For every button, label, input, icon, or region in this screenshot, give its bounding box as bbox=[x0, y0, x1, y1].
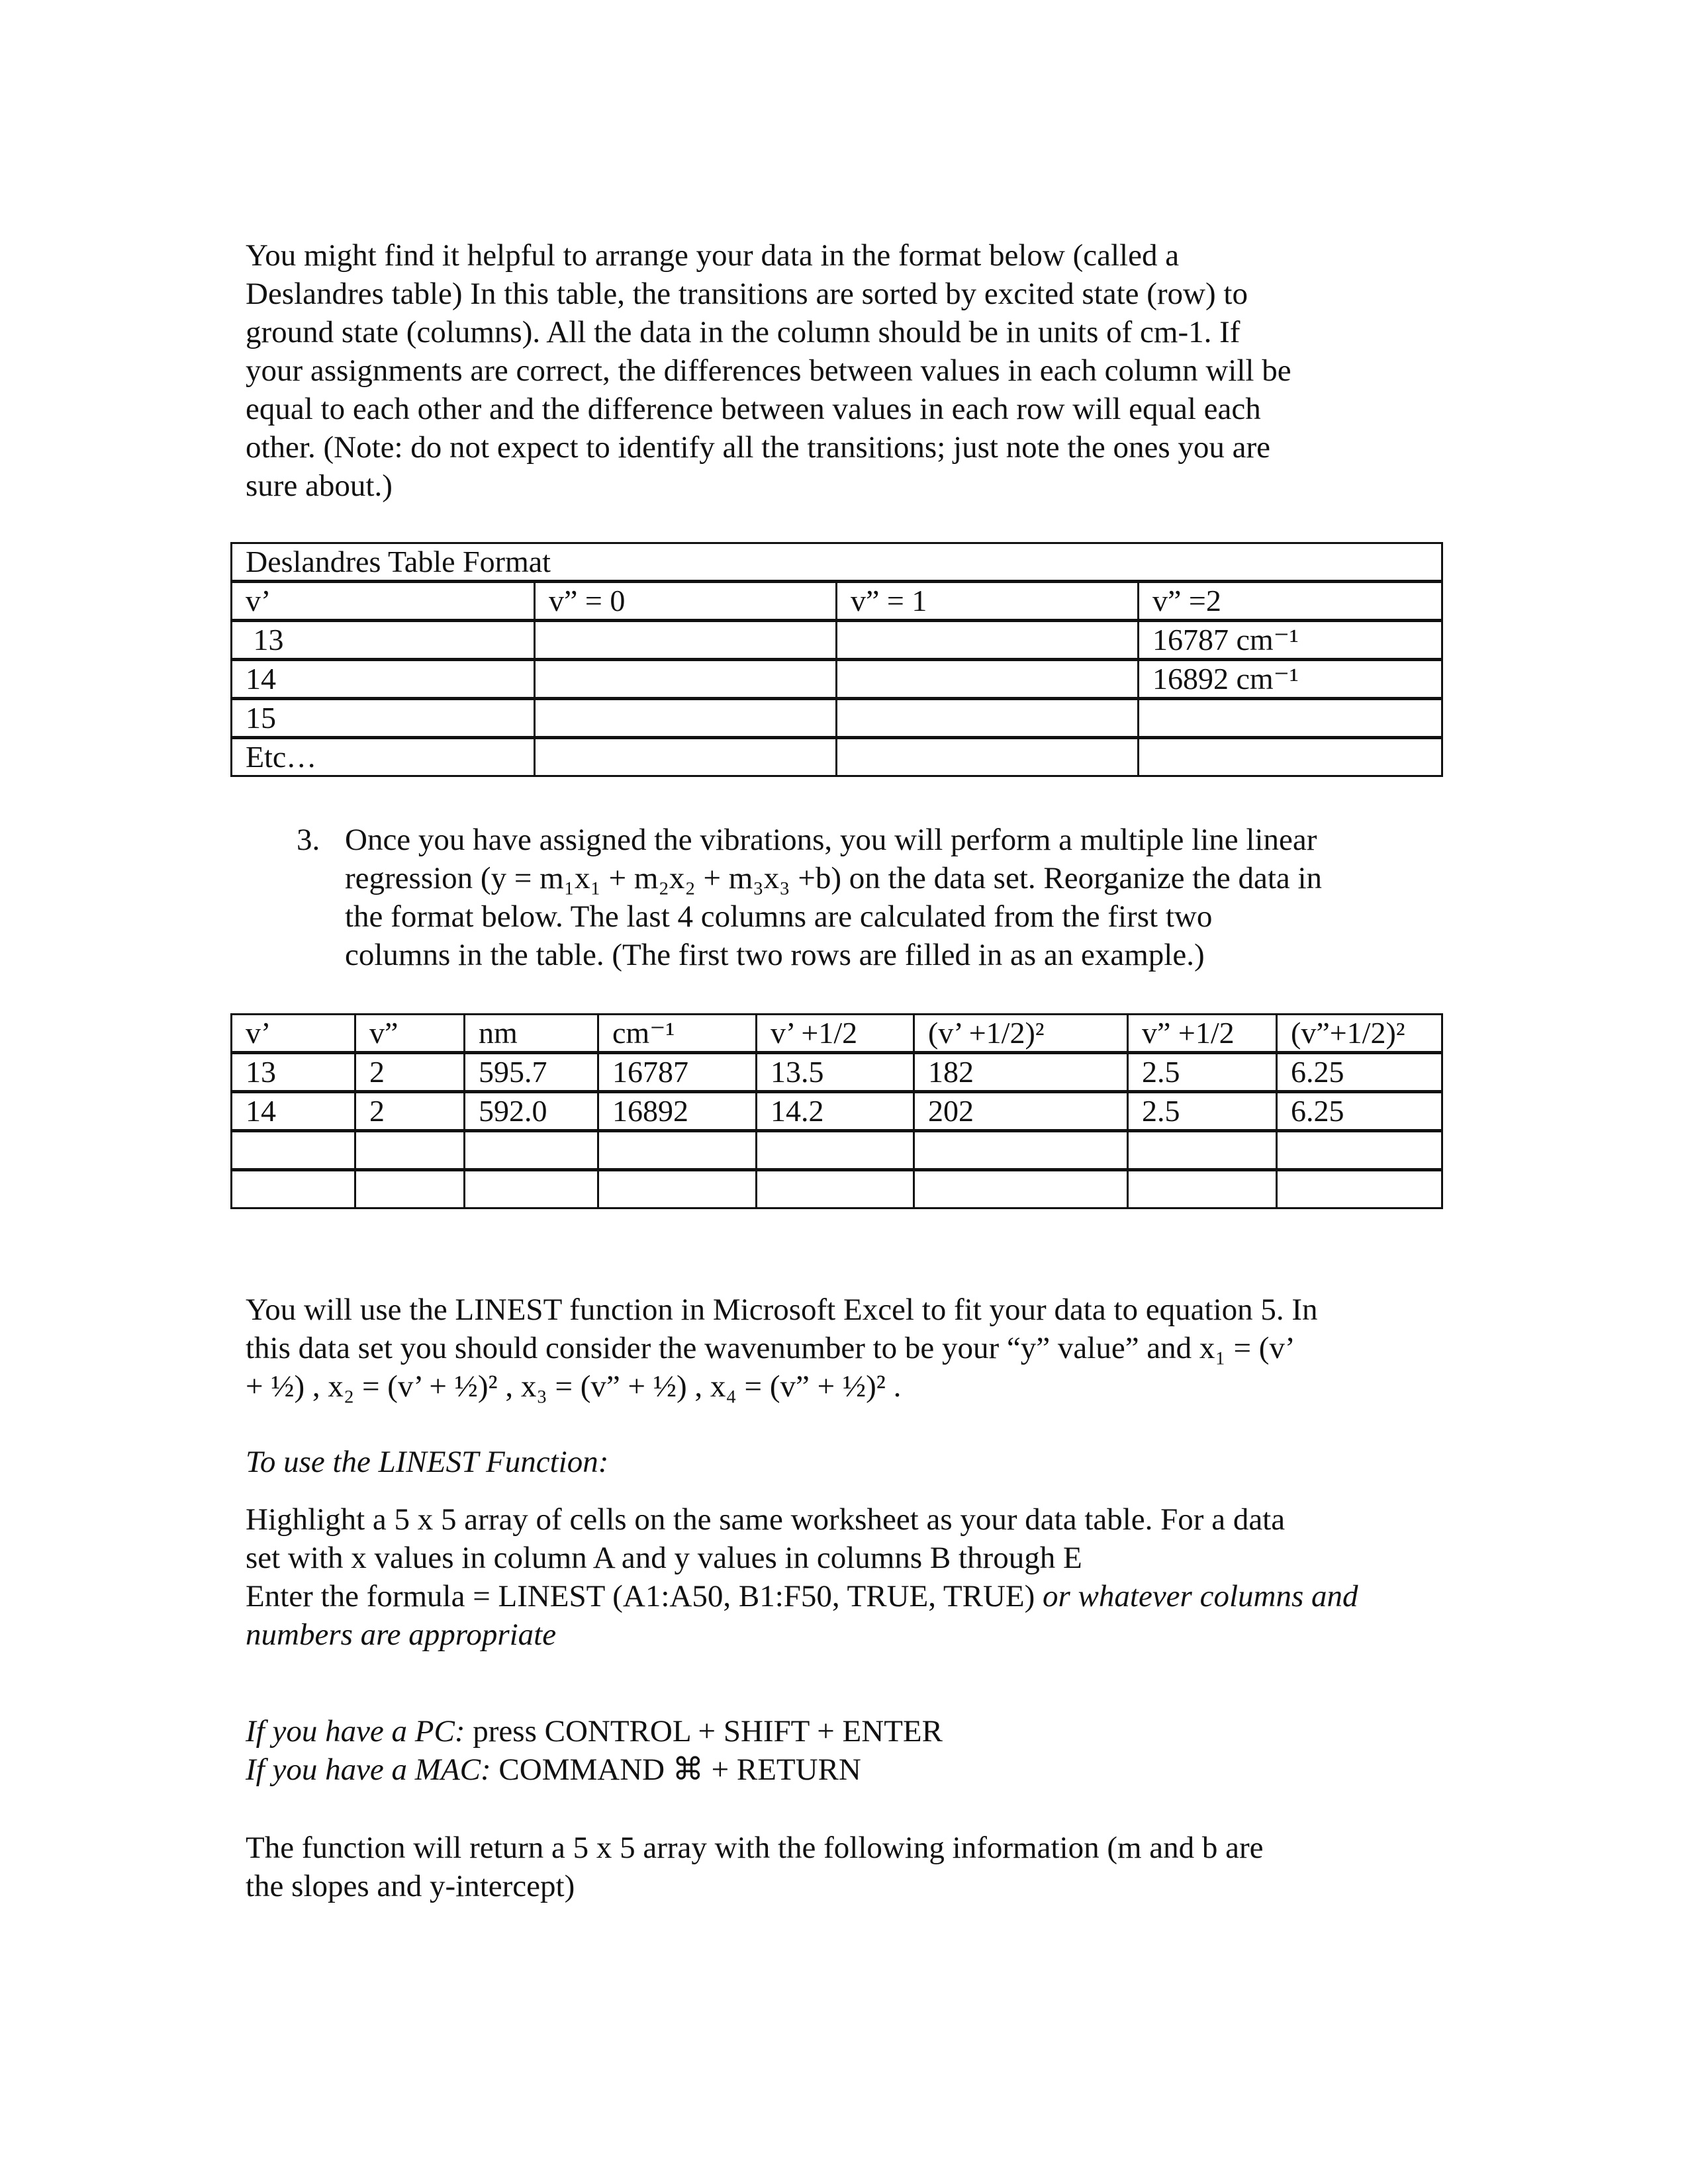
text-line: ground state (columns). All the data in the column should be in units of cm-1. If bbox=[246, 315, 1241, 349]
table-cell bbox=[535, 738, 837, 776]
linest-paragraph bbox=[246, 1291, 1318, 1406]
regression-table bbox=[230, 1013, 1443, 1209]
mac-text: COMMAND ⌘ + RETURN bbox=[491, 1752, 861, 1787]
table-cell: 592.0 bbox=[465, 1092, 598, 1131]
table-cell bbox=[837, 738, 1139, 776]
table-cell bbox=[914, 1170, 1128, 1208]
mac-label: If you have a MAC: bbox=[246, 1752, 491, 1787]
table-header-row bbox=[232, 1015, 1442, 1053]
header-cell: v” +1/2 bbox=[1128, 1015, 1277, 1053]
table-row bbox=[232, 1053, 1442, 1092]
table-cell bbox=[598, 1131, 757, 1170]
table-cell bbox=[355, 1131, 465, 1170]
text-line: + ½) , x₂ = (v’ + ½)² , x₃ = (v” + ½) , x₄ = (v” + ½)² . bbox=[246, 1369, 902, 1404]
text-line: sure about.) bbox=[246, 469, 393, 503]
text-line: your assignments are correct, the differences between values in each column will be bbox=[246, 353, 1291, 388]
text-line: columns in the table. (The first two rows are filled in as an example.) bbox=[345, 938, 1205, 972]
table-cell: 2 bbox=[355, 1092, 465, 1131]
note-text: or whatever columns and bbox=[1043, 1579, 1358, 1614]
mac-instruction bbox=[246, 1751, 943, 1789]
text-line: You will use the LINEST function in Microsoft Excel to fit your data to equation 5. In bbox=[246, 1293, 1318, 1327]
table-cell bbox=[837, 699, 1139, 738]
text-line: this data set you should consider the wavenumber to be your “y” value” and x₁ = (v’ bbox=[246, 1331, 1295, 1365]
text-line: numbers are appropriate bbox=[246, 1617, 557, 1652]
table-row bbox=[232, 738, 1442, 776]
table-header-row bbox=[232, 582, 1442, 621]
table-cell bbox=[535, 660, 837, 699]
header-cell: v’ bbox=[232, 582, 535, 621]
table-cell: 16892 bbox=[598, 1092, 757, 1131]
text-line: the format below. The last 4 columns are calculated from the first two bbox=[345, 899, 1213, 934]
table-row bbox=[232, 660, 1442, 699]
text-line: the slopes and y-intercept) bbox=[246, 1869, 575, 1903]
step-number: 3. bbox=[297, 823, 320, 857]
table-cell: 2 bbox=[355, 1053, 465, 1092]
pc-label: If you have a PC: bbox=[246, 1714, 465, 1749]
text-line: other. (Note: do not expect to identify all the transitions; just note the ones you are bbox=[246, 430, 1271, 465]
table-cell: 2.5 bbox=[1128, 1092, 1277, 1131]
text-line: The function will return a 5 x 5 array with the following information (m and b are bbox=[246, 1831, 1264, 1865]
table-cell bbox=[757, 1131, 914, 1170]
table-cell bbox=[1277, 1170, 1442, 1208]
deslandres-table bbox=[230, 542, 1443, 777]
table-cell: 14 bbox=[232, 1092, 355, 1131]
table-row bbox=[232, 1092, 1442, 1131]
text-line bbox=[246, 1577, 1358, 1615]
pc-instruction bbox=[246, 1712, 943, 1751]
text-line: Once you have assigned the vibrations, you will perform a multiple line linear bbox=[345, 823, 1317, 857]
header-cell: (v”+1/2)² bbox=[1277, 1015, 1442, 1053]
header-cell: v” = 0 bbox=[535, 582, 837, 621]
text-line: Deslandres table) In this table, the transitions are sorted by excited state (row) to bbox=[246, 277, 1248, 311]
table-cell: 15 bbox=[232, 699, 535, 738]
pc-text: press CONTROL + SHIFT + ENTER bbox=[465, 1714, 943, 1749]
table-cell: 2.5 bbox=[1128, 1053, 1277, 1092]
table-cell: Etc… bbox=[232, 738, 535, 776]
table-cell bbox=[465, 1131, 598, 1170]
table-row bbox=[232, 1170, 1442, 1208]
result-paragraph bbox=[246, 1829, 1264, 1905]
text-line: regression (y = m₁x₁ + m₂x₂ + m₃x₃ +b) on the data set. Reorganize the data in bbox=[345, 861, 1323, 895]
text-line: You might find it helpful to arrange your data in the format below (called a bbox=[246, 238, 1180, 273]
header-cell: cm⁻¹ bbox=[598, 1015, 757, 1053]
table-cell bbox=[1277, 1131, 1442, 1170]
text-line: set with x values in column A and y values in columns B through E bbox=[246, 1541, 1082, 1575]
header-cell: (v’ +1/2)² bbox=[914, 1015, 1128, 1053]
table-row bbox=[232, 621, 1442, 660]
table-cell: 16787 cm⁻¹ bbox=[1139, 621, 1442, 660]
table-row bbox=[232, 1131, 1442, 1170]
table-cell bbox=[598, 1170, 757, 1208]
header-cell: nm bbox=[465, 1015, 598, 1053]
table-cell bbox=[837, 660, 1139, 699]
table-cell bbox=[914, 1131, 1128, 1170]
intro-paragraph bbox=[246, 236, 1291, 505]
highlight-paragraph bbox=[246, 1500, 1358, 1654]
table-cell bbox=[1128, 1170, 1277, 1208]
header-cell: v’ bbox=[232, 1015, 355, 1053]
header-cell: v” =2 bbox=[1139, 582, 1442, 621]
step3-paragraph bbox=[345, 821, 1322, 974]
table-cell bbox=[837, 621, 1139, 660]
table-cell: 6.25 bbox=[1277, 1053, 1442, 1092]
table-cell bbox=[232, 1131, 355, 1170]
text-line: Highlight a 5 x 5 array of cells on the same worksheet as your data table. For a data bbox=[246, 1502, 1286, 1537]
table-cell bbox=[535, 699, 837, 738]
table-row bbox=[232, 699, 1442, 738]
table-cell bbox=[1139, 738, 1442, 776]
table-cell: 16892 cm⁻¹ bbox=[1139, 660, 1442, 699]
table-cell: 14 bbox=[232, 660, 535, 699]
table-cell: 13 bbox=[232, 621, 535, 660]
table-cell bbox=[465, 1170, 598, 1208]
table-title: Deslandres Table Format bbox=[232, 543, 1442, 582]
header-cell: v’ +1/2 bbox=[757, 1015, 914, 1053]
howto-heading: To use the LINEST Function: bbox=[246, 1445, 609, 1479]
table-cell: 13 bbox=[232, 1053, 355, 1092]
table-cell: 14.2 bbox=[757, 1092, 914, 1131]
table-cell bbox=[757, 1170, 914, 1208]
table-cell bbox=[1128, 1131, 1277, 1170]
table-cell: 202 bbox=[914, 1092, 1128, 1131]
table-cell bbox=[232, 1170, 355, 1208]
formula-text: Enter the formula = LINEST (A1:A50, B1:F50, TRUE, TRUE) bbox=[246, 1579, 1043, 1614]
header-cell: v” = 1 bbox=[837, 582, 1139, 621]
table-cell bbox=[1139, 699, 1442, 738]
table-cell: 13.5 bbox=[757, 1053, 914, 1092]
table-cell: 182 bbox=[914, 1053, 1128, 1092]
table-cell: 16787 bbox=[598, 1053, 757, 1092]
table-cell bbox=[535, 621, 837, 660]
header-cell: v” bbox=[355, 1015, 465, 1053]
keys-paragraph bbox=[246, 1712, 943, 1789]
table-cell: 6.25 bbox=[1277, 1092, 1442, 1131]
table-cell: 595.7 bbox=[465, 1053, 598, 1092]
table-cell bbox=[355, 1170, 465, 1208]
text-line: equal to each other and the difference between values in each row will equal each bbox=[246, 392, 1261, 426]
